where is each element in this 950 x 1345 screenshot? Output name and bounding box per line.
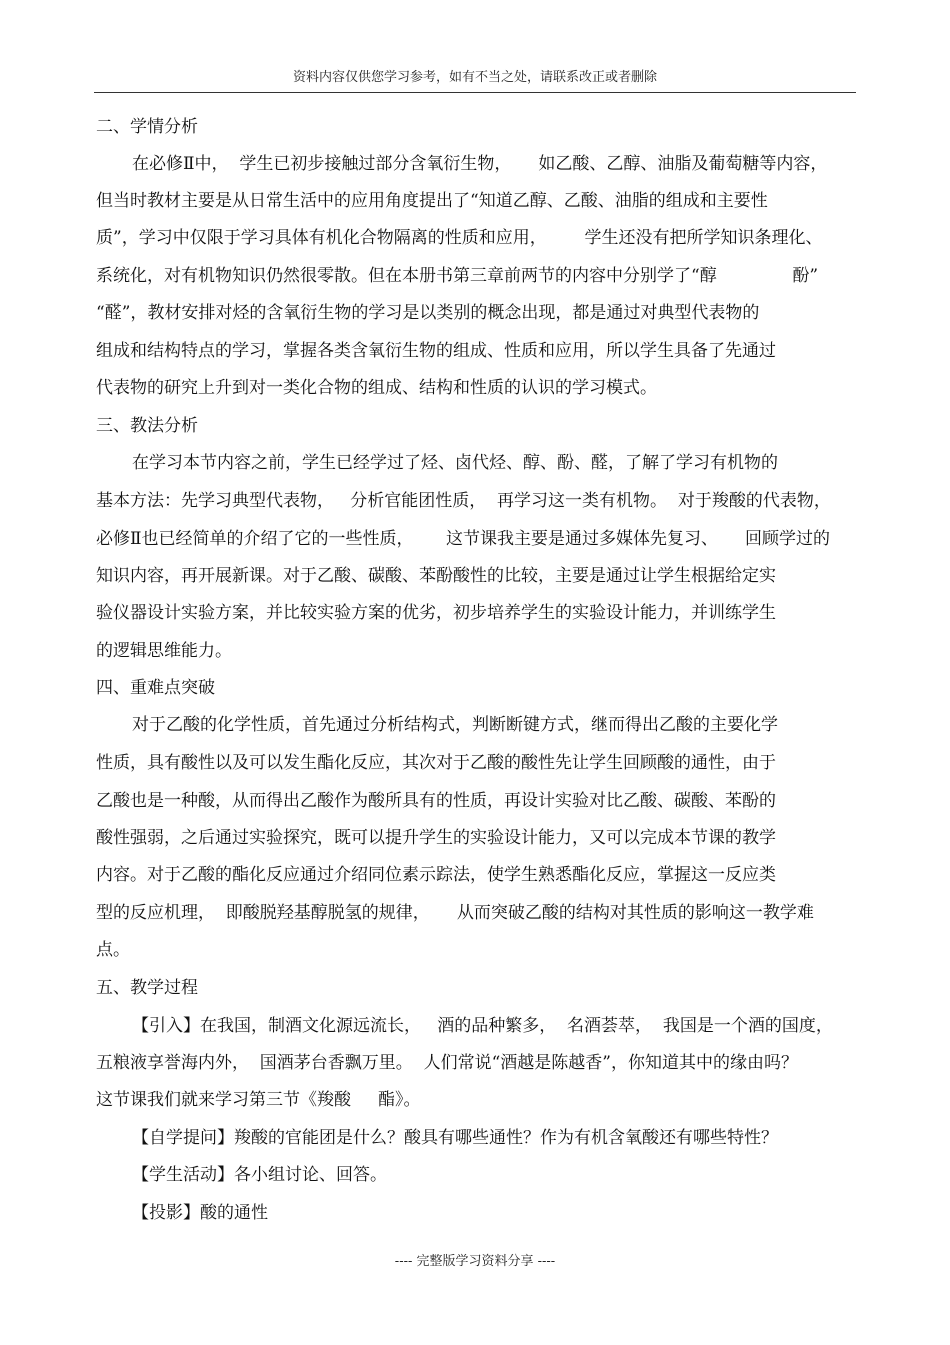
paragraph-line: 代表物的研究上升到对一类化合物的组成、结构和性质的认识的学习模式。 <box>96 378 657 398</box>
paragraph-line: 内容。对于乙酸的酯化反应通过介绍同位素示踪法，使学生熟悉酯化反应，掌握这一反应类 <box>96 865 776 885</box>
paragraph-line: 【投影】酸的通性 <box>132 1203 268 1223</box>
paragraph-line: 验仪器设计实验方案，并比较实验方案的优劣，初步培养学生的实验设计能力，并训练学生 <box>96 603 776 623</box>
paragraph-line: 酸性强弱，之后通过实验探究，既可以提升学生的实验设计能力，又可以完成本节课的教学 <box>96 828 776 848</box>
page-header: 资料内容仅供您学习参考，如有不当之处，请联系改正或者删除 <box>292 70 657 85</box>
paragraph-line: 必修Ⅱ也已经简单的介绍了它的一些性质， 这节课我主要是通过多媒体先复习、 回顾学过的 <box>96 529 830 549</box>
paragraph-line: 基本方法：先学习典型代表物， 分析官能团性质， 再学习这一类有机物。 对于羧酸的代表物， <box>96 491 831 511</box>
paragraph-line: 乙酸也是一种酸，从而得出乙酸作为酸所具有的性质，再设计实验对比乙酸、碳酸、苯酚的 <box>96 791 776 811</box>
paragraph-line: 质”，学习中仅限于学习具体有机化合物隔离的性质和应用， 学生还没有把所学知识条理化、 <box>96 228 823 248</box>
paragraph-line: 知识内容，再开展新课。对于乙酸、碳酸、苯酚酸性的比较，主要是通过让学生根据给定实 <box>96 566 776 586</box>
heading-key-points: 四、重难点突破 <box>96 678 215 698</box>
paragraph-line: 五粮液享誉海内外， 国酒茅台香飘万里。 人们常说“酒越是陈越香”，你知道其中的缘由吗？ <box>96 1053 798 1073</box>
page-footer: ---- 完整版学习资料分享 ---- <box>394 1254 556 1269</box>
paragraph-line: 系统化，对有机物知识仍然很零散。但在本册书第三章前两节的内容中分别学了“醇 酚” <box>96 266 819 286</box>
heading-teaching-process: 五、教学过程 <box>96 978 198 998</box>
paragraph-line: 在必修Ⅱ中， 学生已初步接触过部分含氧衍生物， 如乙酸、乙醇、油脂及葡萄糖等内容， <box>132 154 828 174</box>
heading-student-analysis: 二、学情分析 <box>96 117 198 137</box>
paragraph-line: 【自学提问】羧酸的官能团是什么？酸具有哪些通性？作为有机含氧酸还有哪些特性？ <box>132 1128 778 1148</box>
paragraph-line: 对于乙酸的化学性质，首先通过分析结构式，判断断键方式，继而得出乙酸的主要化学 <box>132 715 778 735</box>
paragraph-line: 【引入】在我国，制酒文化源远流长， 酒的品种繁多， 名酒荟萃， 我国是一个酒的国度， <box>132 1016 833 1036</box>
heading-teaching-method: 三、教法分析 <box>96 416 198 436</box>
paragraph-line: 性质，具有酸性以及可以发生酯化反应，其次对于乙酸的酸性先让学生回顾酸的通性，由于 <box>96 753 776 773</box>
paragraph-line: 型的反应机理， 即酸脱羟基醇脱氢的规律， 从而突破乙酸的结构对其性质的影响这一教学难 <box>96 903 814 923</box>
paragraph-line: 的逻辑思维能力。 <box>96 641 232 661</box>
paragraph-line: 组成和结构特点的学习，掌握各类含氧衍生物的组成、性质和应用，所以学生具备了先通过 <box>96 341 776 361</box>
paragraph-line: 但当时教材主要是从日常生活中的应用角度提出了“知道乙醇、乙酸、油脂的组成和主要性 <box>96 191 768 211</box>
paragraph-line: 点。 <box>96 940 130 960</box>
header-rule <box>94 92 856 93</box>
paragraph-line: 【学生活动】各小组讨论、回答。 <box>132 1165 387 1185</box>
paragraph-line: 在学习本节内容之前，学生已经学过了烃、卤代烃、醇、酚、醛，了解了学习有机物的 <box>132 453 778 473</box>
paragraph-line: 这节课我们就来学习第三节《羧酸 酯》。 <box>96 1090 421 1110</box>
paragraph-line: “醛”，教材安排对烃的含氧衍生物的学习是以类别的概念出现，都是通过对典型代表物的 <box>96 303 760 323</box>
